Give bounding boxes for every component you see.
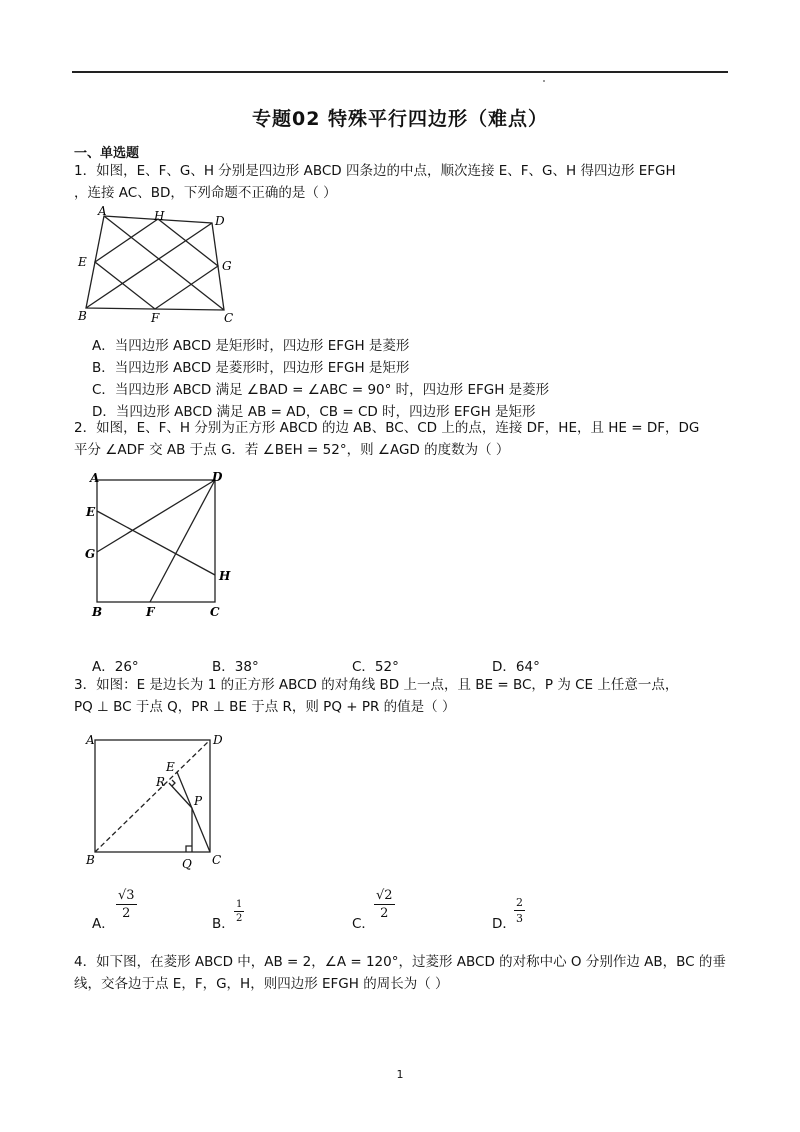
q2-option-c[interactable]: C．52° [352,659,399,675]
q1-diagonal-bd [86,223,212,308]
q2-segment-eh [97,511,215,575]
q1-option-b[interactable]: B．当四边形 ABCD 是菱形时，四边形 EFGH 是矩形 [92,360,410,376]
q3-label-d: D [213,733,223,747]
fraction-numerator: 2 [516,896,523,909]
q1-quad-abcd [86,216,224,310]
fraction-numerator: √2 [376,888,393,903]
q3-option-a-label[interactable]: A． [92,916,115,932]
q2-label-c: C [210,605,220,619]
q3-diagonal-bd [95,740,210,852]
q2-label-d: D [212,470,223,484]
q3-segment-pr [169,783,192,808]
q3-label-b: B [86,853,95,867]
q2-label-e: E [86,505,96,519]
q3-stem-line2: PQ ⊥ BC 于点 Q，PR ⊥ BE 于点 R，则 PQ + PR 的值是（ ） [74,699,456,715]
q1-label-a: A [98,204,107,218]
q2-option-b[interactable]: B．38° [212,659,259,675]
q1-label-e: E [78,255,87,269]
q3-label-r: R [156,775,166,789]
q2-figure [80,468,240,623]
q2-option-d[interactable]: D．64° [492,659,540,675]
q3-label-a: A [86,733,95,747]
q1-quad-efgh [95,219,218,309]
q3-option-b-label[interactable]: B． [212,916,235,932]
q2-label-f: F [146,605,155,619]
q2-label-g: G [85,547,96,561]
q2-stem-line1: 2．如图，E、F、H 分别为正方形 ABCD 的边 AB、BC、CD 上的点，连接 DF，HE，且 HE = DF，DG [74,420,700,436]
q1-label-f: F [151,311,160,324]
q3-option-c-label[interactable]: C． [352,916,375,932]
q3-right-angle-q [186,846,192,852]
fraction-denominator: 2 [380,906,389,921]
fraction-numerator: 1 [236,899,243,910]
q4-stem-line2: 线，交各边于点 E，F，G，H，则四边形 EFGH 的周长为（ ） [74,976,449,992]
q3-option-d-fraction[interactable] [514,896,525,925]
q3-option-d-label[interactable]: D． [492,916,516,932]
q4-stem-line1: 4．如下图，在菱形 ABCD 中，AB = 2，∠A = 120°，过菱形 ABCD 的对称中心 O 分别作边 AB，BC 的垂 [74,954,726,970]
q3-label-p: P [194,794,203,808]
fraction-bar [514,910,525,911]
q3-right-angle-r [172,780,175,786]
q2-label-b: B [92,605,103,619]
fraction-bar [374,904,395,905]
q1-option-a[interactable]: A．当四边形 ABCD 是矩形时，四边形 EFGH 是菱形 [92,338,410,354]
fraction-numerator: √3 [118,888,135,903]
q2-label-h: H [219,569,231,583]
q3-label-c: C [212,853,222,867]
page-title: 专题02 特殊平行四边形（难点） [251,108,549,130]
q2-label-a: A [90,471,100,485]
fraction-bar [116,904,137,905]
section-heading: 一、单选题 [74,146,140,161]
q2-option-a[interactable]: A．26° [92,659,139,675]
q3-option-b-fraction[interactable] [234,899,244,924]
q1-label-d: D [215,214,225,228]
fraction-bar [234,911,244,912]
speck [543,80,545,82]
q1-label-c: C [224,311,234,324]
q2-stem-line2: 平分 ∠ADF 交 AB 于点 G．若 ∠BEH = 52°，则 ∠AGD 的度数为（ ） [74,442,510,458]
q3-figure [82,726,232,876]
q1-label-h: H [154,209,165,223]
q3-option-c-fraction[interactable] [374,888,395,921]
q2-segment-dg [97,480,215,552]
q1-option-c[interactable]: C．当四边形 ABCD 满足 ∠BAD = ∠ABC = 90° 时，四边形 EFGH 是菱形 [92,382,550,398]
q3-option-a-fraction[interactable] [116,888,137,921]
q1-stem-line1: 1．如图，E、F、G、H 分别是四边形 ABCD 四条边的中点，顺次连接 E、F、G、H 得四边形 EFGH [74,163,676,179]
q3-label-q: Q [182,857,192,871]
q1-figure [74,204,234,324]
q3-stem-line1: 3．如图：E 是边长为 1 的正方形 ABCD 的对角线 BD 上一点，且 BE = BC，P 为 CE 上任意一点， [74,677,679,693]
fraction-denominator: 2 [122,906,131,921]
q3-label-e: E [166,760,175,774]
q1-diagonal-ac [104,216,224,310]
q2-segment-df [150,480,215,602]
q1-option-d[interactable]: D．当四边形 ABCD 满足 AB = AD，CB = CD 时，四边形 EFGH 是矩形 [92,404,536,420]
page-number: 1 [396,1068,404,1081]
fraction-denominator: 3 [516,912,523,925]
q1-label-b: B [78,309,87,323]
q1-stem-line2: ，连接 AC、BD，下列命题不正确的是（ ） [74,185,337,201]
header-rule [72,71,728,73]
q3-segment-ce [177,772,210,852]
q1-label-g: G [222,259,232,273]
fraction-denominator: 2 [236,913,243,924]
